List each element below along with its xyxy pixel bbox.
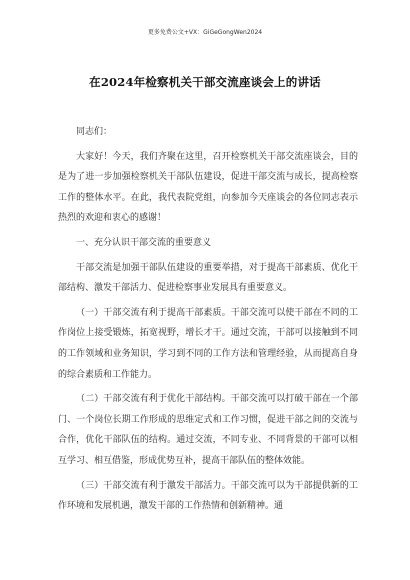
body-paragraph: （三）干部交流有利于激发干部活力。干部交流可以为干部提供新的工作环境和发展机遇，激发干部的工作热情和创新精神。通 <box>58 480 358 512</box>
body-paragraph: （二）干部交流有利于优化干部结构。干部交流可以打破干部在一个部门、一个岗位长期工作形成的思维定式和工作习惯，促进干部之间的交流与合作，优化干部队伍的结构。通过交流，不同专业、不同背景的干部可以相互学习、相互借鉴，形成优势互补，提高干部队伍的整体效能。 <box>58 394 358 466</box>
section-heading: 一、充分认识干部交流的重要意义 <box>76 237 212 248</box>
salutation: 同志们： <box>76 127 113 137</box>
document-body <box>58 122 358 517</box>
header-note: 更多免费公文+VX：GiGeGongWen2024 <box>147 29 263 36</box>
body-paragraph: 干部交流是加强干部队伍建设的重要举措，对于提高干部素质、优化干部结构、激发干部活力、促进检察事业发展具有重要意义。 <box>58 262 358 294</box>
document-title: 在2024年检察机关干部交流座谈会上的讲话 <box>89 75 321 89</box>
body-paragraph: （一）干部交流有利于提高干部素质。干部交流可以使干部在不同的工作岗位上接受锻炼，拓宽视野，增长才干。通过交流，干部可以接触到不同的工作领域和业务知识，学习到不同的工作方法和管理经验，从而提高自身的综合素质和工作能力。 <box>58 307 358 380</box>
body-paragraph: 大家好！今天，我们齐聚在这里，召开检察机关干部交流座谈会，目的是为了进一步加强检察机关干部队伍建设，促进干部交流与成长，提高检察工作的整体水平。在此，我代表院党组，向参加今天座谈会的各位同志表示热烈的欢迎和衷心的感谢！ <box>58 151 358 224</box>
